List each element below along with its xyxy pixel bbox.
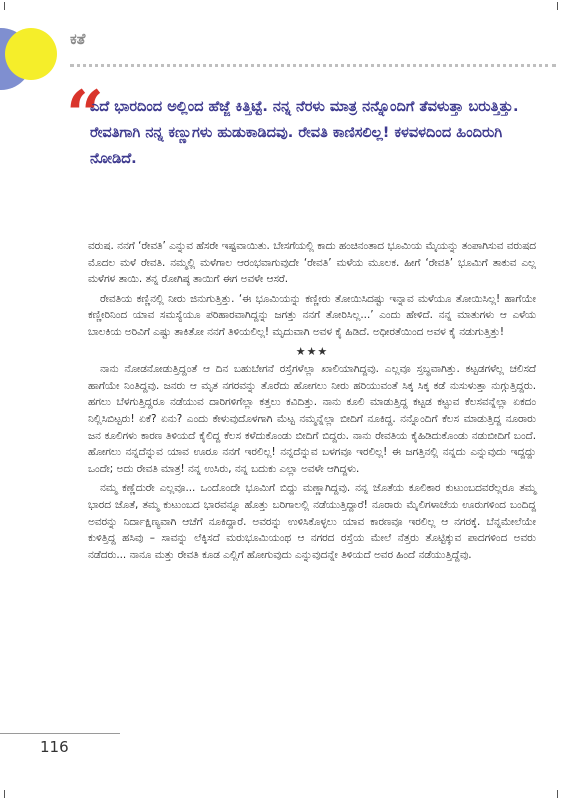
section-break-stars: ★★★ — [295, 344, 329, 358]
page-number: 116 — [40, 738, 69, 756]
story-body — [88, 238, 536, 566]
pull-quote: ಎದೆ ಭಾರದಿಂದ ಅಲ್ಲಿಂದ ಹೆಜ್ಜೆ ಕಿತ್ತಿಟ್ಟೆ. ನನ್ನ ನೆರಳು ಮಾತ್ರ ನನ್ನೊಂದಿಗೆ ತೆವಳುತ್ತಾ ಬರುತ್ತಿತ್ತು. ರೇವತಿಗಾಗಿ ನನ್ನ ಕಣ್ಣುಗಳು ಹುಡುಕಾಡಿದವು. ರೇವತಿ ಕಾಣಿಸಲಿಲ್ಲ! ಕಳವಳದಿಂದ ಹಿಂದಿರುಗಿ ನೋಡಿದೆ. — [90, 99, 519, 167]
crop-mark-top-right — [557, 2, 558, 10]
paragraph-1: ವರುಷ. ನನಗೆ ‘ರೇವತಿ’ ಎನ್ನುವ ಹೆಸರೇ ಇಷ್ಟವಾಯಿತು. ಬೇಸಗೆಯಲ್ಲಿ ಕಾದು ಹಂಚಿನಂತಾದ ಭೂಮಿಯ ಮೈಯನ್ನು ತಂಪಾಗಿಸುವ ವರುಷದ ಮೊದಲ ಮಳೆ ರೇವತಿ. ನಮ್ಮಲ್ಲಿ ಮಳೆಗಾಲ ಆರಂಭವಾಗುವುದೇ ‘ರೇವತಿ’ ಮಳೆಯ ಮೂಲಕ. ಹೀಗೆ ‘ರೇವತಿ’ ಭೂಮಿಗೆ ತಾಕುವ ಎಲ್ಲ ಮಳೆಗಳ ತಾಯಿ. ತನ್ನ ರೋಗಿಷ್ಠ ತಾಯಿಗೆ ಈಗ ಅವಳೇ ಆಸರೆ. — [88, 240, 536, 286]
crop-mark-top-left — [4, 2, 5, 10]
quote-mark-icon: “ — [66, 76, 104, 154]
decorative-yellow-circle — [5, 28, 57, 80]
crop-mark-bottom-right — [557, 790, 558, 798]
section-title: ಕತೆ — [70, 30, 86, 48]
paragraph-4: ನಮ್ಮ ಕಣ್ಣೆದುರೇ ಎಲ್ಲವೂ... ಒಂದೊಂದೇ ಭೂಮಿಗೆ ಬಿದ್ದು ಮಣ್ಣಾಗಿದ್ದವು. ನನ್ನ ಜೊತೆಯ ಕೂಲಿಕಾರ ಕುಟುಂಬದವರೆಲ್ಲರೂ ತಮ್ಮ ಭಾರದ ಜೊತೆ, ತಮ್ಮ ಕುಟುಂಬದ ಭಾರವನ್ನೂ ಹೊತ್ತು ಬರಿಗಾಲಲ್ಲಿ ನಡೆಯುತ್ತಿದ್ದಾರೆ! ನೂರಾರು ಮೈಲಿಗಳಾಚೆಯ ಊರುಗಳಿಂದ ಬಂದಿದ್ದ ಅವರನ್ನು ನಿರ್ದಾಕ್ಷಿಣ್ಯವಾಗಿ ಆಚೆಗೆ ನೂಕಿದ್ದಾರೆ. ಅವರನ್ನು ಉಳಿಸಿಕೊಳ್ಳಲು ಯಾವ ಕಾರಣವೂ ಇರಲಿಲ್ಲ ಆ ನಗರಕ್ಕೆ. ಬೆನ್ನಮೇಲೆಯೇ ಕುಳಿತ್ತಿದ್ದ ಹಸಿವು – ಸಾವನ್ನು ಲೆಕ್ಕಿಸದೆ ಮರುಭೂಮಿಯಂಥ ಆ ನಗರದ ರಸ್ತೆಯ ಮೇಲೆ ನೆತ್ತರು ತೊಟ್ಟಿಕ್ಕುವ ಪಾದಗಳಿಂದ ಅವರು ನಡೆದರು... ನಾನೂ ಮತ್ತು ರೇವತಿ ಕೂಡ ಎಲ್ಲಿಗೆ ಹೋಗುವುದು ಎನ್ನುವುದನ್ನೇ ತಿಳಿಯದೆ ಅವರ ಹಿಂದೆ ನಡೆಯುತ್ತಿದ್ದೆವು. — [88, 482, 536, 561]
crop-mark-bottom-left — [4, 790, 5, 798]
paragraph-3: ನಾನು ನೋಡನೋಡುತ್ತಿದ್ದಂತೆ ಆ ದಿನ ಬಹುಬೇಗನೆ ರಸ್ತೆಗಳೆಲ್ಲಾ ಖಾಲಿಯಾಗಿದ್ದವು. ಎಲ್ಲವೂ ಸ್ತಬ್ಧವಾಗಿತ್ತು. ಕಟ್ಟಡಗಳೆಲ್ಲ ಚಲಿಸದೆ ಹಾಗೆಯೇ ನಿಂತಿದ್ದವು. ಜನರು ಆ ಮೃತ ನಗರವನ್ನು ತೊರೆದು ಹೋಗಲು ನೀರು ಹರಿಯುವಂತೆ ಸಿಕ್ಕ ಸಿಕ್ಕ ಕಡೆ ನುಸುಳುತ್ತಾ ನುಗ್ಗುತ್ತಿದ್ದರು. ಹಗಲು ಬೆಳಗುತ್ತಿದ್ದರೂ ನಡೆಯುವ ದಾರಿಗಳಿಗೆಲ್ಲಾ ಕತ್ತಲು ಕವಿದಿತ್ತು. ನಾನು ಕೂಲಿ ಮಾಡುತ್ತಿದ್ದ ಕಟ್ಟಡ ಕಟ್ಟುವ ಕೆಲಸವನ್ನೆಲ್ಲಾ ಏಕದಂ ನಿಲ್ಲಿಸಿಬಿಟ್ಟರು! ಏಕೆ? ಏನು? ಎಂದು ಕೇಳುವುದೊಳಗಾಗಿ ಮೆಟ್ಟ ನಮ್ಮನ್ನೆಲ್ಲಾ ಬೀದಿಗೆ ನೂಕಿದ್ದ. ನನ್ನೊಂದಿಗೆ ಕೆಲಸ ಮಾಡುತ್ತಿದ್ದ ನೂರಾರು ಜನ ಕೂಲಿಗಳು ಕಾರಣ ತಿಳಿಯದೆ ಕೈಲಿದ್ದ ಕೆಲಸ ಕಳೆದುಕೊಂಡು ಬೀದಿಗೆ ಬಿದ್ದರು. ನಾನು ರೇವತಿಯ ಕೈಹಿಡಿದುಕೊಂಡು ನಡುಬೀದಿಗೆ ಬಂದೆ. ಹೋಗಲು ನನ್ನದೆನ್ನುವ ಯಾವ ಊರೂ ನನಗೆ ಇರಲಿಲ್ಲ! ನನ್ನದೆನ್ನುವ ಬಳಗವೂ ಇರಲಿಲ್ಲ! ಈ ಜಗತ್ತಿನಲ್ಲಿ ನನ್ನದು ಎನ್ನುವುದು ಇದ್ದದ್ದು ಒಂದೇ; ಅದು ರೇವತಿ ಮಾತ್ರ! ನನ್ನ ಉಸಿರು, ನನ್ನ ಬದುಕು ಎಲ್ಲಾ ಅವಳೇ ಆಗಿದ್ದಳು. — [88, 363, 536, 475]
header-dotted-rule — [70, 64, 556, 67]
footer-rule — [0, 733, 120, 734]
paragraph-2: ರೇವತಿಯ ಕಣ್ಣಿನಲ್ಲಿ ನೀರು ಜಿನುಗುತ್ತಿತ್ತು. ‘ಈ ಭೂಮಿಯನ್ನು ಕಣ್ಣೀರು ತೋಯಿಸಿದಷ್ಟು ಇನ್ನಾವ ಮಳೆಯೂ ತೋಯಿಸಿಲ್ಲ! ಹಾಗೆಯೇ ಕಣ್ಣೀರಿನಿಂದ ಯಾವ ಸಮಸ್ಯೆಯೂ ಪರಿಹಾರವಾಗಿದ್ದನ್ನು ಜಗತ್ತು ನನಗೆ ತೋರಿಸಿಲ್ಲ...’ ಎಂದು ಹೇಳಿದೆ. ನನ್ನ ಮಾತುಗಳು ಆ ಎಳೆಯ ಬಾಲಕಿಯ ಅರಿವಿಗೆ ಎಷ್ಟು ತಾಕಿತೋ ನನಗೆ ತಿಳಿಯಲಿಲ್ಲ! ಮೃದುವಾಗಿ ಅವಳ ಕೈ ಹಿಡಿದೆ. ಅಧೀರತೆಯಿಂದ ಅವಳ ಕೈ ನಡುಗುತ್ತಿತ್ತು! — [88, 292, 536, 338]
